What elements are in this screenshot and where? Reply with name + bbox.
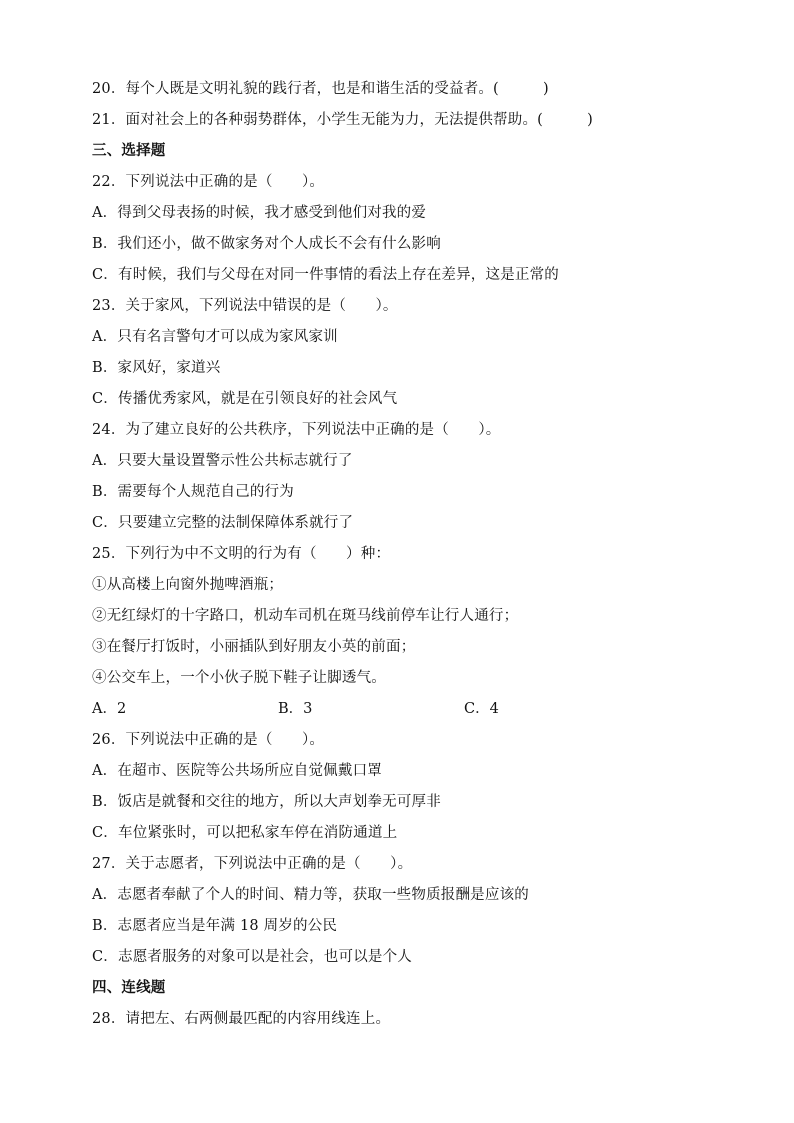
question-27-option-b: B．志愿者应当是年满 18 周岁的公民: [92, 918, 338, 934]
question-25-item-2: ②无红绿灯的十字路口，机动车司机在斑马线前停车让行人通行；: [92, 608, 519, 624]
question-25-stem: 25．下列行为中不文明的行为有（ ）种：: [92, 546, 391, 562]
question-27-option-a: A．志愿者奉献了个人的时间、精力等，获取一些物质报酬是应该的: [92, 887, 529, 903]
question-25-option-a: A．2: [92, 701, 127, 717]
question-21: 21．面对社会上的各种弱势群体，小学生无能为力，无法提供帮助。( ): [92, 112, 593, 128]
question-23-option-a: A．只有名言警句才可以成为家风家训: [92, 329, 338, 345]
question-24-option-b: B．需要每个人规范自己的行为: [92, 484, 294, 500]
question-23-stem: 23．关于家风，下列说法中错误的是（ ）。: [92, 298, 398, 314]
question-20: 20．每个人既是文明礼貌的践行者，也是和谐生活的受益者。( ): [92, 81, 549, 97]
question-22-option-a: A．得到父母表扬的时候，我才感受到他们对我的爱: [92, 205, 427, 221]
question-25-item-3: ③在餐厅打饭时，小丽插队到好朋友小英的前面；: [92, 639, 416, 655]
question-26-stem: 26．下列说法中正确的是（ ）。: [92, 732, 325, 748]
question-25-options: [92, 694, 732, 725]
section-heading-matching: 四、连线题: [92, 980, 166, 996]
question-26-option-b: B．饭店是就餐和交往的地方，所以大声划拳无可厚非: [92, 794, 441, 810]
question-22-stem: 22．下列说法中正确的是（ ）。: [92, 174, 325, 190]
question-24-stem: 24．为了建立良好的公共秩序，下列说法中正确的是（ ）。: [92, 422, 501, 438]
question-24-option-a: A．只要大量设置警示性公共标志就行了: [92, 453, 353, 469]
exam-content: [92, 74, 732, 1035]
question-22-option-b: B．我们还小，做不做家务对个人成长不会有什么影响: [92, 236, 441, 252]
question-25-option-b: B．3: [278, 701, 313, 717]
question-27-stem: 27．关于志愿者，下列说法中正确的是（ ）。: [92, 856, 413, 872]
question-24-option-c: C．只要建立完整的法制保障体系就行了: [92, 515, 354, 531]
question-23-option-b: B．家风好，家道兴: [92, 360, 221, 376]
question-27-option-c: C．志愿者服务的对象可以是社会，也可以是个人: [92, 949, 412, 965]
question-26-option-c: C．车位紧张时，可以把私家车停在消防通道上: [92, 825, 398, 841]
question-23-option-c: C．传播优秀家风，就是在引领良好的社会风气: [92, 391, 398, 407]
section-heading-choice: 三、选择题: [92, 143, 166, 159]
question-26-option-a: A．在超市、医院等公共场所应自觉佩戴口罩: [92, 763, 382, 779]
question-25-item-4: ④公交车上，一个小伙子脱下鞋子让脚透气。: [92, 670, 386, 686]
question-25-option-c: C．4: [464, 701, 499, 717]
question-28-stem: 28．请把左、右两侧最匹配的内容用线连上。: [92, 1011, 391, 1027]
question-25-item-1: ①从高楼上向窗外抛啤酒瓶；: [92, 577, 284, 593]
question-22-option-c: C．有时候，我们与父母在对同一件事情的看法上存在差异，这是正常的: [92, 267, 559, 283]
